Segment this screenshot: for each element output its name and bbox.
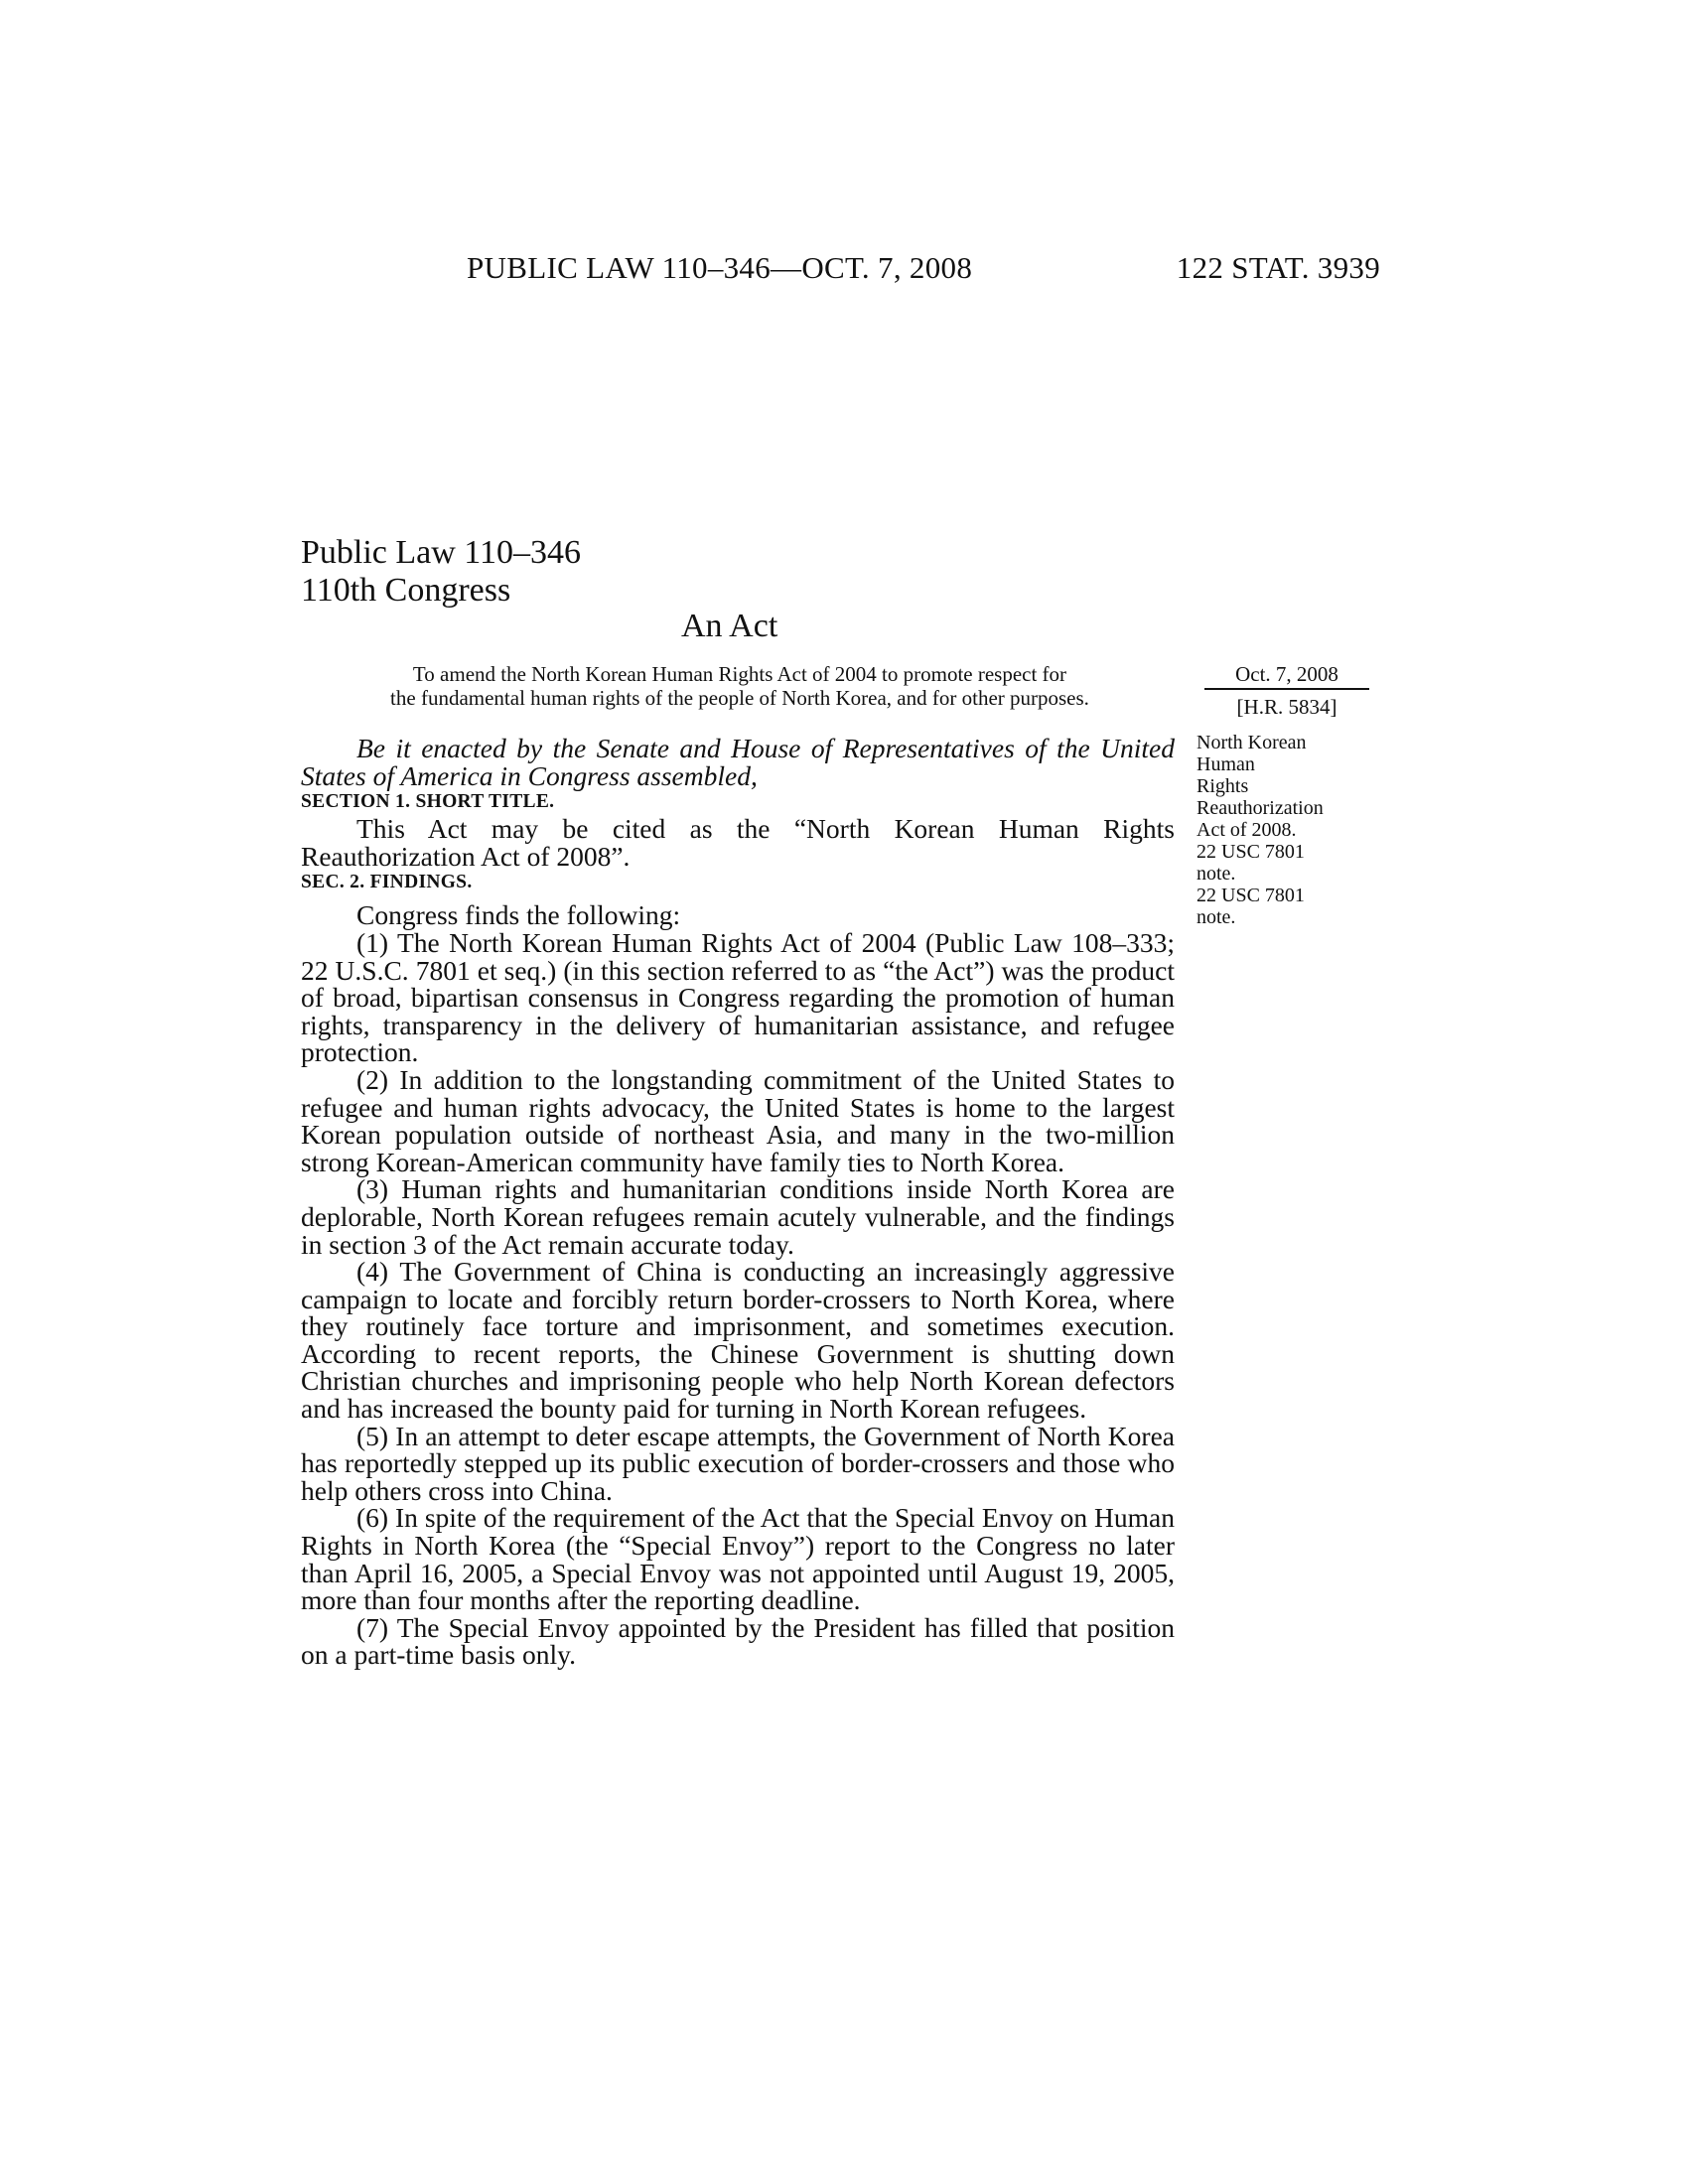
act-heading: An Act <box>681 608 778 644</box>
section-2-heading: SEC. 2. FINDINGS. <box>301 872 473 893</box>
congress-number: 110th Congress <box>301 572 511 609</box>
margin-note-line: Act of 2008. <box>1196 819 1297 841</box>
margin-note-line: note. <box>1196 863 1236 885</box>
law-identifier <box>301 534 581 610</box>
enactment-date-block <box>1204 662 1369 719</box>
finding-1: (1) The North Korean Human Rights Act of 2004 (Public Law 108–333; 22 U.S.C. 7801 et seq.) (in this section referred to as “the Act”) was the product of broad, bipartisan consensus in Congress regarding the promotion of human rights, transparency in the delivery of humanitarian assistance, and refugee protection. <box>301 926 1175 1068</box>
purpose-line: the fundamental human rights of the people of North Korea, and for other purposes. <box>390 686 1089 710</box>
finding-3: (3) Human rights and humanitarian conditions inside North Korea are deplorable, North Korean refugees remain acutely vulnerable, and the findings in section 3 of the Act remain accurate today. <box>301 1173 1175 1260</box>
margin-note-line: Reauthorization <box>1196 797 1324 819</box>
finding-7: (7) The Special Envoy appointed by the President has filled that position on a part-time basis only. <box>301 1611 1175 1671</box>
margin-note-line: Human <box>1196 753 1255 775</box>
running-header <box>467 250 1380 290</box>
finding-6: (6) In spite of the requirement of the Act that the Special Envoy on Human Rights in North Korea (the “Special Envoy”) report to the Congress no later than April 16, 2005, a Special Envoy was not appointed until August 19, 2005, more than four months after the reporting deadline. <box>301 1502 1175 1616</box>
running-header-title: PUBLIC LAW 110–346—OCT. 7, 2008 <box>467 250 973 285</box>
body-text <box>301 735 1175 1669</box>
margin-note-line: 22 USC 7801 <box>1196 885 1305 906</box>
purpose-statement <box>303 662 1177 710</box>
statute-page-number: 122 STAT. 3939 <box>1176 250 1380 285</box>
margin-note-line: North Korean <box>1196 732 1307 753</box>
findings-list <box>301 926 1175 1671</box>
margin-note-line: 22 USC 7801 <box>1196 841 1305 863</box>
margin-note-line: note. <box>1196 906 1236 928</box>
finding-2: (2) In addition to the longstanding commitment of the United States to refugee and human rights advocacy, the United States is home to the largest Korean population outside of northeast Asia, and many in the two-million strong Korean-American community have family ties to North Korea. <box>301 1063 1175 1177</box>
public-law-number: Public Law 110–346 <box>301 534 582 571</box>
section-1-text: This Act may be cited as the “North Korean Human Rights Reauthorization Act of 2008”. <box>301 813 1175 872</box>
enactment-date: Oct. 7, 2008 <box>1204 662 1369 690</box>
bill-number: [H.R. 5834] <box>1236 695 1337 719</box>
purpose-line: To amend the North Korean Human Rights Act of 2004 to promote respect for <box>412 662 1067 686</box>
enacting-clause: Be it enacted by the Senate and House of Representatives of the United States of America in Congress assembled, <box>301 733 1175 791</box>
findings-intro: Congress finds the following: <box>356 899 681 931</box>
finding-5: (5) In an attempt to deter escape attempts, the Government of North Korea has reportedly stepped up its public execution of border-crossers and those who help others cross into China. <box>301 1420 1175 1506</box>
margin-notes <box>1196 732 1375 928</box>
margin-note-line: Rights <box>1196 775 1249 797</box>
finding-4: (4) The Government of China is conducting an increasingly aggressive campaign to locate and forcibly return border-crossers to North Korea, where they routinely face torture and imprisonment, and sometimes execution. According to recent reports, the Chinese Government is shutting down Christian churches and imprisoning people who help North Korean defectors and has increased the bounty paid for turning in North Korean refugees. <box>301 1256 1175 1425</box>
section-1-heading: SECTION 1. SHORT TITLE. <box>301 791 555 813</box>
